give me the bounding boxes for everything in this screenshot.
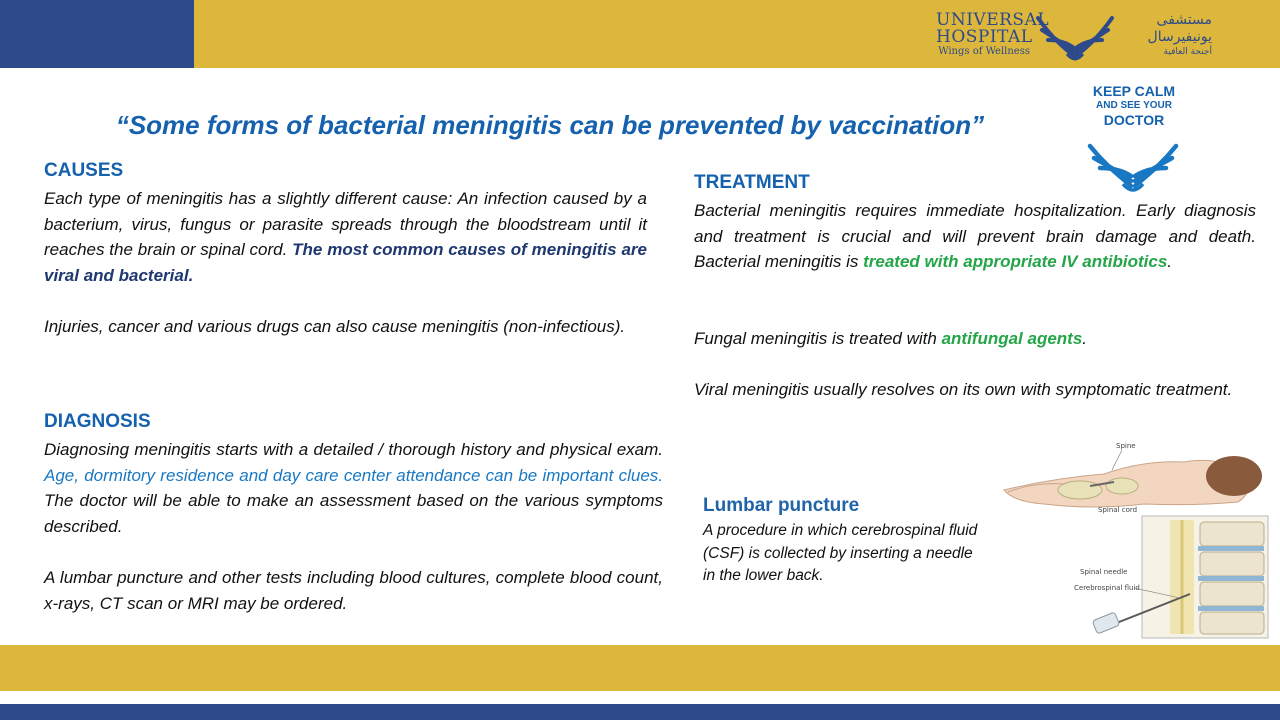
hospital-logo <box>936 8 1226 62</box>
label-csf: Cerebrospinal fluid <box>1074 584 1140 592</box>
lumbar-description: A procedure in which cerebrospinal fluid (CSF) is collected by inserting a needle in the lower back. <box>703 522 978 584</box>
diagnosis-clues: Age, dormitory residence and day care center attendance can be important clues. <box>44 465 663 485</box>
wings-icon <box>1086 132 1180 194</box>
badge-line3: DOCTOR <box>1103 112 1165 128</box>
badge-line2: AND SEE YOUR <box>1096 100 1172 111</box>
footer-gold-band <box>0 645 1280 691</box>
badge-line1: KEEP CALM <box>1092 83 1176 99</box>
logo-english <box>936 10 1050 58</box>
logo-arabic-tagline: أجنحة العافية <box>1163 47 1212 57</box>
treatment-tail: . <box>1167 252 1173 272</box>
logo-arabic <box>1120 12 1212 58</box>
treatment-viral: Viral meningitis usually resolves on its own with symptomatic treatment. <box>694 380 1233 399</box>
diagnosis-text: Diagnosing meningitis starts with a detailed / thorough history and physical exam. <box>44 440 663 459</box>
logo-arabic-line1: مستشفى <box>1156 12 1212 28</box>
label-spinal-needle: Spinal needle <box>1080 568 1128 576</box>
diagnosis-paragraph <box>44 437 663 539</box>
treatment-paragraph <box>694 198 1256 275</box>
fungal-agents: antifungal agents <box>941 329 1083 348</box>
treatment-text: Bacterial meningitis requires immediate hospitalization. Early diagnosis and treatment is crucial and will prevent brain damage and death. Bacterial meningitis is <box>694 201 1256 272</box>
vaccination-quote: “Some forms of bacterial meningitis can be prevented by vaccination” <box>115 110 985 140</box>
treatment-heading: TREATMENT <box>694 172 810 193</box>
causes-text: Each type of meningitis has a slightly different cause: An infection caused by a bacterium, virus, fungus or parasite spreads through the bloodstream until it reaches the brain or spinal cord. <box>44 189 647 260</box>
lumbar-heading: Lumbar puncture <box>703 495 860 516</box>
fungal-text: Fungal meningitis is treated with <box>694 329 942 348</box>
lumbar-puncture-illustration <box>994 438 1272 644</box>
footer-navy-band <box>0 704 1280 720</box>
logo-name-line1: UNIVERSAL <box>936 10 1050 30</box>
causes-emphasis: The most common causes of meningitis are viral and bacterial. <box>44 240 647 285</box>
diagnosis-tail: The doctor will be able to make an assessment based on the various symptoms described. <box>44 491 663 536</box>
label-spine: Spine <box>1116 442 1136 450</box>
treatment-fungal <box>694 326 1256 352</box>
diagnosis-heading: DIAGNOSIS <box>44 411 151 432</box>
causes-heading: CAUSES <box>44 160 124 181</box>
logo-name-line2: HOSPITAL <box>936 27 1033 47</box>
header-navy-block <box>0 0 194 68</box>
label-spinal-cord: Spinal cord <box>1098 506 1138 514</box>
fungal-tail: . <box>1082 329 1088 348</box>
causes-note: Injuries, cancer and various drugs can also cause meningitis (non-infectious). <box>44 317 626 336</box>
diagnosis-tests: A lumbar puncture and other tests including blood cultures, complete blood count, x-rays, CT scan or MRI may be ordered. <box>44 568 663 613</box>
causes-paragraph <box>44 186 647 288</box>
keep-calm-badge <box>1080 83 1188 128</box>
logo-arabic-line2: يونيفيرسال <box>1147 29 1212 45</box>
wings-icon <box>1034 8 1116 62</box>
logo-tagline: Wings of Wellness <box>938 46 1030 57</box>
treatment-antibiotics: treated with appropriate IV antibiotics <box>863 252 1168 272</box>
